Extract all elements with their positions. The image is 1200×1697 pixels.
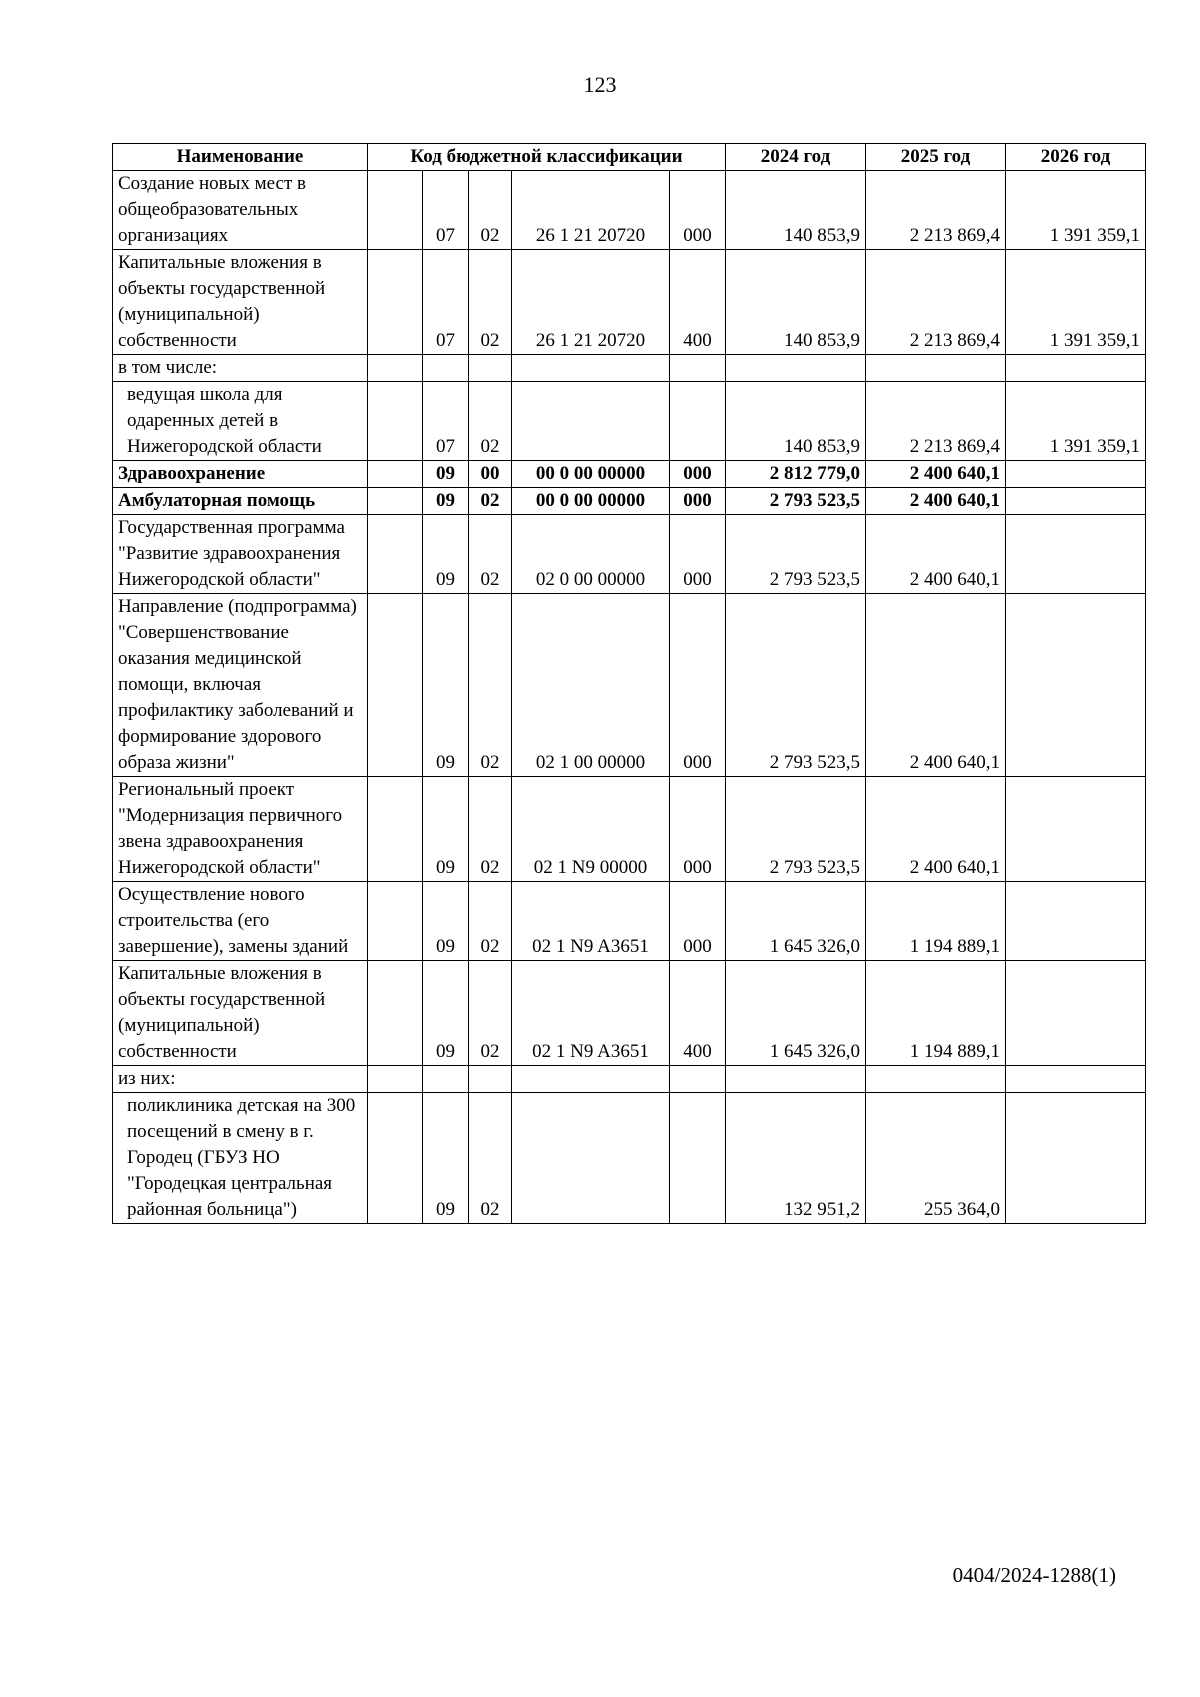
row-subsection: 02 — [469, 594, 512, 777]
row-2025: 2 400 640,1 — [866, 777, 1006, 882]
row-target-article: 02 1 N9 A3651 — [512, 961, 670, 1066]
row-subsection: 02 — [469, 1093, 512, 1224]
row-2026 — [1006, 461, 1146, 488]
row-2025: 2 213 869,4 — [866, 250, 1006, 355]
row-empty — [368, 1066, 423, 1093]
table-row — [113, 961, 1146, 1066]
row-target-article: 02 1 N9 00000 — [512, 777, 670, 882]
row-section: 07 — [423, 171, 469, 250]
row-target-article — [512, 355, 670, 382]
row-empty — [368, 171, 423, 250]
row-name: Капитальные вложения в объекты государственной (муниципальной) собственности — [113, 250, 368, 355]
row-2025: 2 213 869,4 — [866, 171, 1006, 250]
table-row — [113, 1093, 1146, 1224]
table-row — [113, 250, 1146, 355]
row-expense-type: 000 — [670, 461, 726, 488]
row-empty — [368, 882, 423, 961]
row-subsection: 02 — [469, 961, 512, 1066]
row-subsection: 02 — [469, 777, 512, 882]
row-name: ведущая школа для одаренных детей в Нижегородской области — [113, 382, 368, 461]
table-row — [113, 1066, 1146, 1093]
row-expense-type: 000 — [670, 488, 726, 515]
row-empty — [368, 382, 423, 461]
row-expense-type — [670, 1066, 726, 1093]
row-target-article: 02 1 N9 A3651 — [512, 882, 670, 961]
row-2026 — [1006, 594, 1146, 777]
row-2026 — [1006, 515, 1146, 594]
row-name: Здравоохранение — [113, 461, 368, 488]
row-name: Капитальные вложения в объекты государственной (муниципальной) собственности — [113, 961, 368, 1066]
row-2024: 2 793 523,5 — [726, 777, 866, 882]
row-section — [423, 1066, 469, 1093]
row-2026 — [1006, 355, 1146, 382]
row-2024 — [726, 355, 866, 382]
row-2026 — [1006, 777, 1146, 882]
row-name: Создание новых мест в общеобразовательных организациях — [113, 171, 368, 250]
row-expense-type: 400 — [670, 961, 726, 1066]
row-2025: 2 400 640,1 — [866, 488, 1006, 515]
table-row — [113, 594, 1146, 777]
row-2024: 1 645 326,0 — [726, 961, 866, 1066]
row-section — [423, 355, 469, 382]
row-expense-type — [670, 382, 726, 461]
row-2025: 2 213 869,4 — [866, 382, 1006, 461]
row-2025: 1 194 889,1 — [866, 882, 1006, 961]
row-section: 09 — [423, 594, 469, 777]
row-name: Осуществление нового строительства (его завершение), замены зданий — [113, 882, 368, 961]
row-2026: 1 391 359,1 — [1006, 171, 1146, 250]
row-name: в том числе: — [113, 355, 368, 382]
budget-table — [112, 143, 1146, 1224]
row-2026: 1 391 359,1 — [1006, 250, 1146, 355]
row-empty — [368, 488, 423, 515]
document-code: 0404/2024-1288(1) — [952, 1563, 1116, 1587]
row-empty — [368, 594, 423, 777]
row-2024: 2 793 523,5 — [726, 515, 866, 594]
row-name: Направление (подпрограмма) "Совершенствование оказания медицинской помощи, включая профилактику заболеваний и формирование здорового образа жизни" — [113, 594, 368, 777]
row-target-article — [512, 1093, 670, 1224]
row-expense-type: 000 — [670, 515, 726, 594]
row-section: 07 — [423, 382, 469, 461]
row-section: 09 — [423, 461, 469, 488]
row-expense-type — [670, 1093, 726, 1224]
row-section: 09 — [423, 488, 469, 515]
row-name: поликлиника детская на 300 посещений в смену в г. Городец (ГБУЗ НО "Городецкая центральная районная больница") — [113, 1093, 368, 1224]
row-subsection — [469, 1066, 512, 1093]
row-2025 — [866, 355, 1006, 382]
row-name: Региональный проект "Модернизация первичного звена здравоохранения Нижегородской области" — [113, 777, 368, 882]
row-subsection — [469, 355, 512, 382]
row-2024: 140 853,9 — [726, 382, 866, 461]
row-2026 — [1006, 961, 1146, 1066]
row-2025: 2 400 640,1 — [866, 515, 1006, 594]
header-code: Код бюджетной классификации — [368, 144, 726, 171]
row-expense-type: 400 — [670, 250, 726, 355]
row-2025 — [866, 1066, 1006, 1093]
row-empty — [368, 777, 423, 882]
row-subsection: 00 — [469, 461, 512, 488]
row-section: 09 — [423, 961, 469, 1066]
table-row — [113, 488, 1146, 515]
row-target-article: 00 0 00 00000 — [512, 488, 670, 515]
table-row — [113, 355, 1146, 382]
row-2025: 2 400 640,1 — [866, 594, 1006, 777]
row-empty — [368, 1093, 423, 1224]
row-2024: 132 951,2 — [726, 1093, 866, 1224]
row-name: Государственная программа "Развитие здравоохранения Нижегородской области" — [113, 515, 368, 594]
row-2026 — [1006, 1093, 1146, 1224]
row-expense-type: 000 — [670, 171, 726, 250]
row-section: 07 — [423, 250, 469, 355]
row-name: из них: — [113, 1066, 368, 1093]
row-target-article: 26 1 21 20720 — [512, 250, 670, 355]
table-header-row — [113, 144, 1146, 171]
row-2026 — [1006, 882, 1146, 961]
row-2024 — [726, 1066, 866, 1093]
table-row — [113, 777, 1146, 882]
row-empty — [368, 461, 423, 488]
row-2024: 2 812 779,0 — [726, 461, 866, 488]
row-name: Амбулаторная помощь — [113, 488, 368, 515]
row-2024: 2 793 523,5 — [726, 488, 866, 515]
row-2026 — [1006, 488, 1146, 515]
table-row — [113, 461, 1146, 488]
row-section: 09 — [423, 515, 469, 594]
row-subsection: 02 — [469, 515, 512, 594]
row-section: 09 — [423, 777, 469, 882]
row-expense-type — [670, 355, 726, 382]
table-row — [113, 382, 1146, 461]
row-target-article — [512, 1066, 670, 1093]
page-number: 123 — [583, 72, 617, 97]
row-2025: 2 400 640,1 — [866, 461, 1006, 488]
row-section: 09 — [423, 1093, 469, 1224]
row-section: 09 — [423, 882, 469, 961]
row-target-article — [512, 382, 670, 461]
row-2026: 1 391 359,1 — [1006, 382, 1146, 461]
row-subsection: 02 — [469, 882, 512, 961]
row-subsection: 02 — [469, 382, 512, 461]
row-target-article: 00 0 00 00000 — [512, 461, 670, 488]
row-empty — [368, 961, 423, 1066]
row-2025: 1 194 889,1 — [866, 961, 1006, 1066]
row-subsection: 02 — [469, 171, 512, 250]
row-expense-type: 000 — [670, 882, 726, 961]
row-empty — [368, 355, 423, 382]
table-row — [113, 882, 1146, 961]
row-2026 — [1006, 1066, 1146, 1093]
row-target-article: 02 0 00 00000 — [512, 515, 670, 594]
row-2024: 2 793 523,5 — [726, 594, 866, 777]
header-2024: 2024 год — [726, 144, 866, 171]
row-expense-type: 000 — [670, 777, 726, 882]
row-empty — [368, 250, 423, 355]
row-2024: 140 853,9 — [726, 171, 866, 250]
header-name: Наименование — [113, 144, 368, 171]
row-target-article: 02 1 00 00000 — [512, 594, 670, 777]
table-row — [113, 171, 1146, 250]
table-row — [113, 515, 1146, 594]
row-2024: 1 645 326,0 — [726, 882, 866, 961]
header-2026: 2026 год — [1006, 144, 1146, 171]
row-target-article: 26 1 21 20720 — [512, 171, 670, 250]
row-expense-type: 000 — [670, 594, 726, 777]
row-subsection: 02 — [469, 488, 512, 515]
row-2025: 255 364,0 — [866, 1093, 1006, 1224]
row-empty — [368, 515, 423, 594]
row-2024: 140 853,9 — [726, 250, 866, 355]
row-subsection: 02 — [469, 250, 512, 355]
header-2025: 2025 год — [866, 144, 1006, 171]
